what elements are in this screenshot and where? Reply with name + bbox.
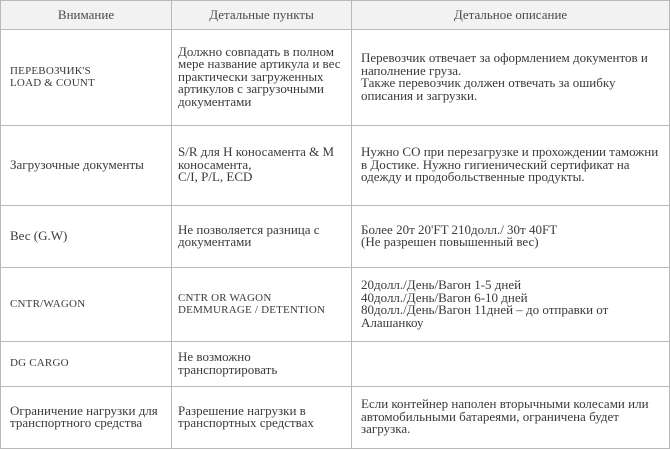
description-cell — [352, 342, 670, 387]
header-attention: Внимание — [1, 1, 172, 30]
points-text: Разрешение нагрузки в транспортных средствах — [178, 402, 314, 430]
points-text: Должно совпадать в полном мере название артикула и вес практически загруженных артикулов с загрузочными документами — [178, 43, 341, 109]
points-text: Не позволяется разница с документами — [178, 221, 320, 249]
points-cell — [172, 126, 352, 206]
attention-cell — [1, 387, 172, 449]
description-cell — [352, 268, 670, 342]
attention-cell — [1, 30, 172, 126]
attention-text: DG CARGO — [10, 357, 69, 370]
description-text: Перевозчик отвечает за оформлением документов и наполнение груза. Также перевозчик должен отвечать за ошибку описания и загрузки. — [361, 50, 648, 103]
points-cell — [172, 268, 352, 342]
description-text: 20долл./День/Вагон 1-5 дней 40долл./День/Вагон 6-10 дней 80долл./День/Вагон 11дней – до отправки от Алашанкоу — [361, 277, 609, 330]
header-detail-points: Детальные пункты — [172, 1, 352, 30]
description-cell — [352, 206, 670, 268]
attention-cell — [1, 268, 172, 342]
description-cell — [352, 126, 670, 206]
header-detail-description: Детальное описание — [352, 1, 670, 30]
points-text: CNTR OR WAGON DEMMURAGE / DETENTION — [178, 291, 326, 316]
attention-text: ПЕРЕВОЗЧИК'S LOAD & COUNT — [10, 64, 95, 89]
table-row — [1, 268, 670, 342]
points-cell — [172, 387, 352, 449]
points-cell — [172, 30, 352, 126]
table-row — [1, 342, 670, 387]
attention-text: Загрузочные документы — [10, 156, 144, 172]
attention-text: CNTR/WAGON — [10, 297, 86, 310]
description-text: Более 20т 20'FT 210долл./ 30т 40FT (Не разрешен повышенный вес) — [361, 221, 558, 249]
attention-text: Ограничение нагрузки для транспортного средства — [10, 402, 158, 430]
points-cell — [172, 342, 352, 387]
description-cell — [352, 387, 670, 449]
table-row — [1, 206, 670, 268]
points-text: Не возможно транспортировать — [178, 349, 278, 377]
description-text: Если контейнер наполен вторычными колесами или автомобильными батареями, ограничена будет загрузка. — [361, 396, 649, 437]
points-text: S/R для H коносамента & M коносамента, C/I, P/L, ECD — [178, 144, 335, 185]
table-row — [1, 30, 670, 126]
description-cell — [352, 30, 670, 126]
points-cell — [172, 206, 352, 268]
header-row — [1, 1, 670, 30]
table-row — [1, 387, 670, 449]
attention-cell — [1, 342, 172, 387]
attention-cell — [1, 206, 172, 268]
description-text: Нужно СО при перезагрузке и прохождении таможни в Достике. Нужно гигиенический сертификат на одежду и продобольственные продукты. — [361, 144, 659, 185]
attention-text: Вес (G.W) — [10, 227, 68, 243]
attention-cell — [1, 126, 172, 206]
table-row — [1, 126, 670, 206]
